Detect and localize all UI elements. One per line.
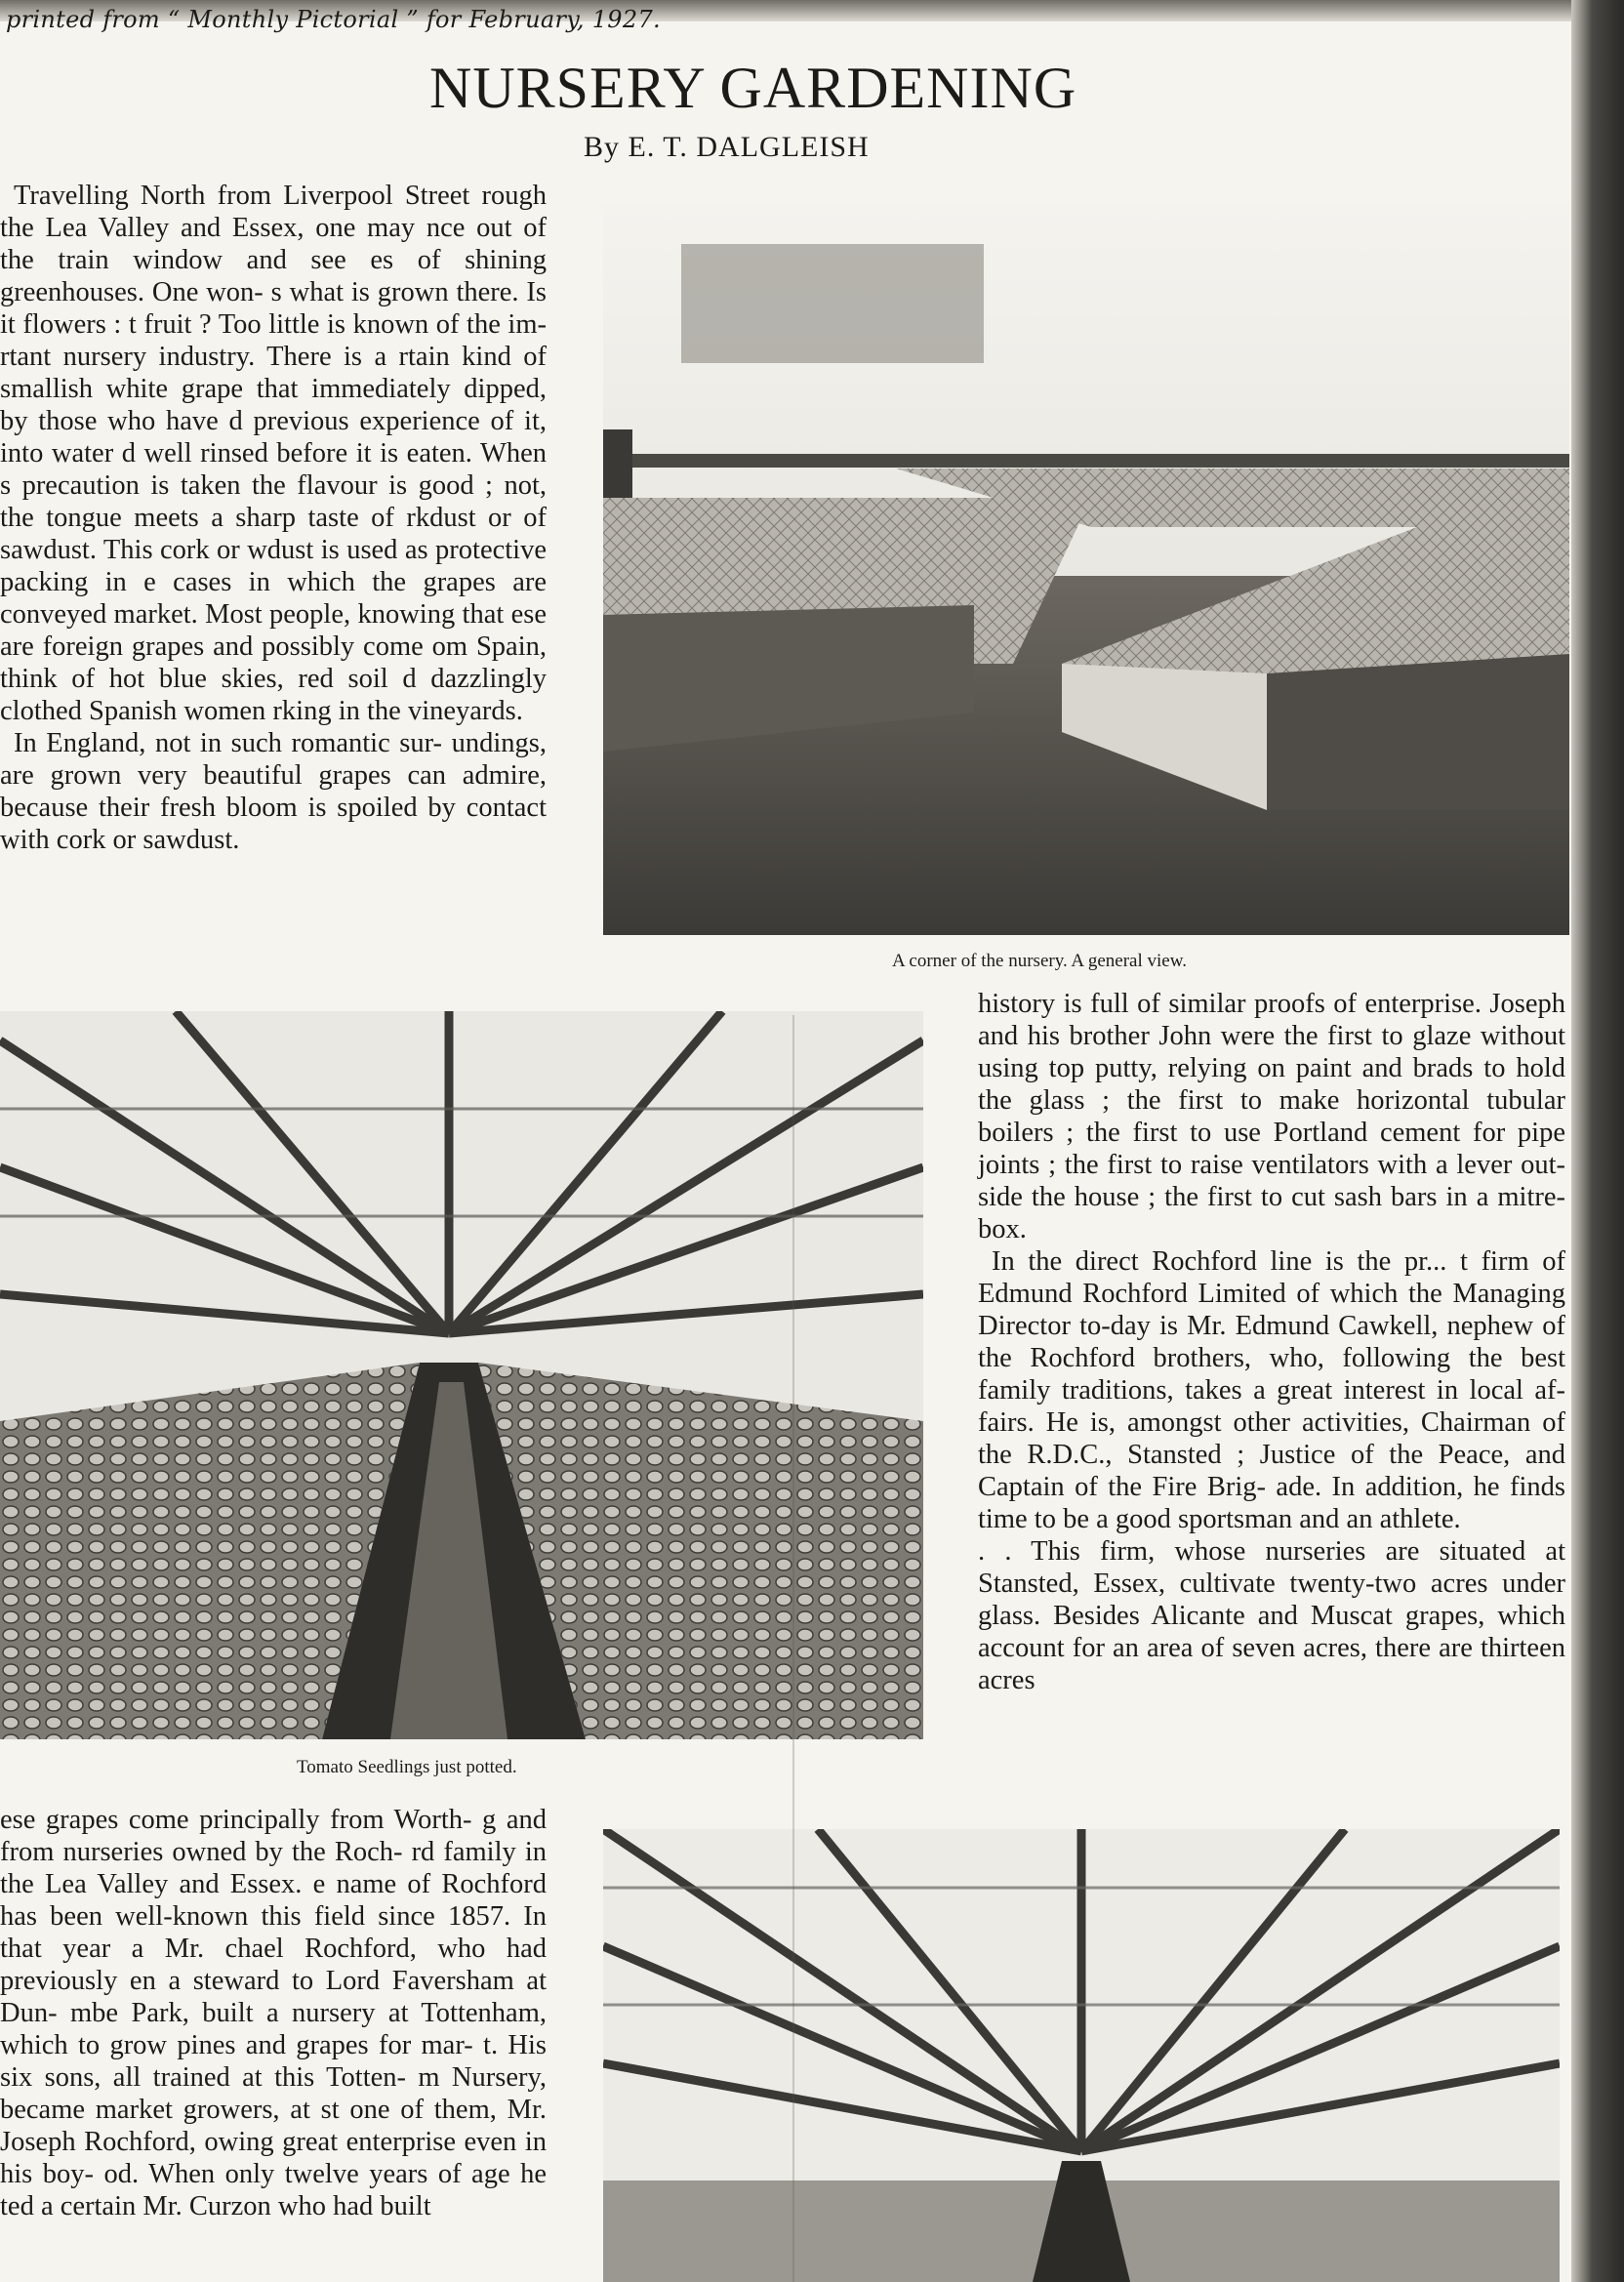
scan-right-edge xyxy=(1571,0,1624,2282)
column-left-bottom xyxy=(0,1804,547,2222)
tomato-seedlings-photo xyxy=(0,1011,923,1739)
paragraph: In the direct Rochford line is the pr... t firm of Edmund Rochford Limited of which the Managing Director to-day is Mr. Edmund Cawkell, nephew of the Rochford brothers, who, following the best family traditions, takes a great interest in local af- fairs. He is, amongst other activities, Chairman of the R.D.C., Stansted ; Justice of the Peace, and Captain of the Fire Brig- ade. In addition, he finds time to be a good sportsman and an athlete. xyxy=(978,1246,1565,1534)
article-title: NURSERY GARDENING xyxy=(429,56,1077,120)
paragraph: In England, not in such romantic sur- undings, are grown very beautiful grapes can admire, because their fresh bloom is spoiled by contact with cork or sawdust. xyxy=(0,728,547,855)
caption-tomato-seedlings: Tomato Seedlings just potted. xyxy=(297,1757,517,1777)
paragraph: Travelling North from Liverpool Street rough the Lea Valley and Essex, one may nce out of the train window and see es of shining greenhouses. One won- s what is grown there. Is it flowers : t fruit ? Too little is known of the im- rtant nursery industry. There is a rtain kind of smallish white grape that immediately dipped, by those who have d previous experience of it, into water d well rinsed before it is eaten. When s precaution is taken the flavour is good ; not, the tongue meets a sharp taste of rkdust or of sawdust. This cork or wdust is used as protective packing in e cases in which the grapes are conveyed market. Most people, knowing that ese are foreign grapes and possibly come om Spain, think of hot blue skies, red soil d dazzlingly clothed Spanish women rking in the vineyards. xyxy=(0,181,547,726)
column-left-top xyxy=(0,180,547,856)
article-byline: By E. T. DALGLEISH xyxy=(584,131,870,163)
reprint-credit: printed from “ Monthly Pictorial ” for February, 1927. xyxy=(6,6,661,33)
column-right-middle xyxy=(978,988,1565,1696)
greenhouse-interior-photo xyxy=(603,1829,1560,2282)
paragraph: ese grapes come principally from Worth- g and from nurseries owned by the Roch- rd family in the Lea Valley and Essex. e name of Rochford has been well-known this field since 1857. In that year a Mr. chael Rochford, who had previously en a steward to Lord Faversham at Dun- mbe Park, built a nursery at Tottenham, which to grow pines and grapes for mar- t. His six sons, all trained at this Totten- m Nursery, became market growers, at st one of them, Mr. Joseph Rochford, owing great enterprise even in his boy- od. When only twelve years of age he ted a certain Mr. Curzon who had built xyxy=(0,1805,547,2221)
nursery-general-view-photo xyxy=(603,205,1569,935)
paper-fold-crease xyxy=(792,1015,794,2282)
paragraph: . . This firm, whose nurseries are situated at Stansted, Essex, cultivate twenty-two acres under glass. Besides Alicante and Muscat grapes, which account for an area of seven acres, there are thirteen acres xyxy=(978,1536,1565,1695)
caption-nursery-view: A corner of the nursery. A general view. xyxy=(892,951,1187,971)
paragraph: history is full of similar proofs of enterprise. Joseph and his brother John were the first to glaze without using top putty, relying on paint and brads to hold the glass ; the first to make horizontal tubular boilers ; the first to use Portland cement for pipe joints ; the first to raise ventilators with a lever out- side the house ; the first to cut sash bars in a mitre-box. xyxy=(978,989,1565,1244)
